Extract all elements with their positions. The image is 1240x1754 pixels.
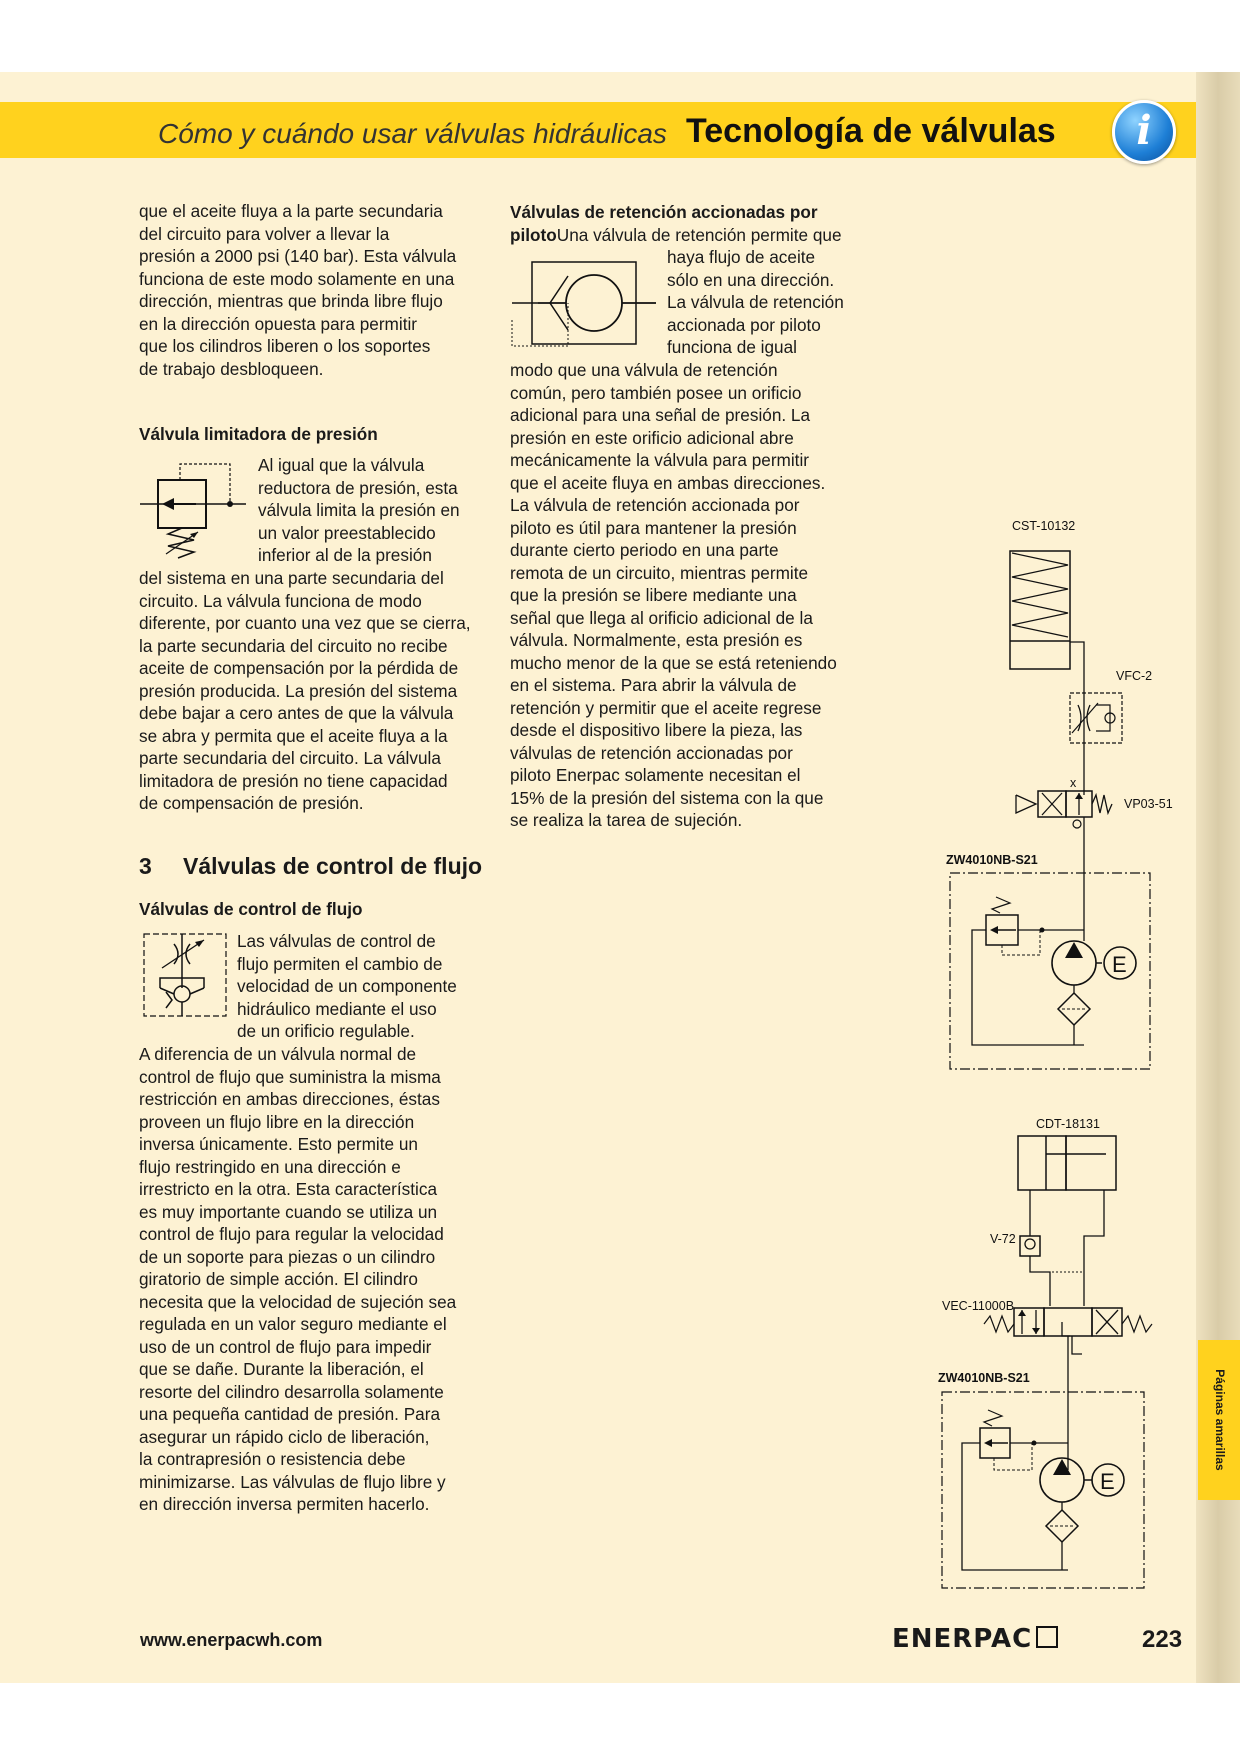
flow-valve-label-1: VFC-2 (1116, 669, 1153, 683)
section-title: Válvulas de control de flujo (183, 853, 483, 879)
pilot-check-heading-line2: pilotoUna válvula de retención permite que (510, 225, 842, 245)
brand-logo: ENERPAC (892, 1624, 1058, 1654)
col1-intro: que el aceite fluya a la parte secundaria del circuito para volver a llevar la presión a 2000 psi (140 bar). Esta válvula funciona de este modo solamente en una dirección, mientras que brinda libre flujo en la dirección opuesta para permitir que los cilindros liberen o los soportes de trabajo desbloqueen. (139, 201, 457, 379)
hydraulic-circuit-1 (940, 515, 1180, 1075)
page-number: 223 (1142, 1626, 1183, 1653)
hydraulic-circuit-2 (934, 1110, 1174, 1595)
pilot-check-wrap-text: haya flujo de aceite sólo en una dirección. La válvula de retención accionada por piloto funciona de igual (667, 247, 844, 357)
cylinder-label-1: CST-10132 (1012, 519, 1076, 533)
flow-control-wrap-text: Las válvulas de control de flujo permiten el cambio de velocidad de un componente hidráulico mediante el uso de un orificio regulable. (237, 931, 457, 1041)
pressure-limiting-valve-icon (138, 458, 250, 562)
limit-valve-heading: Válvula limitadora de presión (139, 424, 378, 444)
pump-label-2: ZW4010NB-S21 (938, 1371, 1030, 1385)
dir-valve-label-1: VP03-51 (1124, 797, 1173, 811)
limit-valve-text: del sistema en una parte secundaria del circuito. La válvula funciona de modo diferente, por cuanto una vez que se cierra, la parte secundaria del circuito no recibe aceite de compensación por la pérdida de presión producida. La presión del sistema debe bajar a cero antes de que la válvula se abra y permita que el aceite fluya a la parte secundaria del circuito. La válvula limitadora de presión no tiene capacidad de compensación de presión. (139, 568, 471, 813)
check-valve-label-2: V-72 (990, 1232, 1016, 1246)
flow-control-text: A diferencia de un válvula normal de control de flujo que suministra la misma restricción en ambas direcciones, éstas proveen un flujo libre en la dirección inversa únicamente. Esto permite un flujo restringido en una dirección e irrestricto en la otra. Esta característica es muy importante cuando se utiliza un control de flujo para regular la velocidad de un soporte para piezas o un cilindro giratorio de simple acción. El cilindro necesita que la velocidad de sujeción sea regulada en un valor seguro mediante el uso de un control de flujo para impedir que se dañe. Durante la liberación, el resorte del cilindro desarrolla solamente una pequeña cantidad de presión. Para asegurar un rápido ciclo de liberación, la contrapresión o resistencia debe minimizarse. Las válvulas de flujo libre y en dirección inversa permiten hacerlo. (139, 1044, 457, 1514)
flow-control-valve-icon (140, 930, 232, 1020)
motor-label-2: E (1100, 1469, 1115, 1494)
dir-valve-label-2: VEC-11000B (942, 1299, 1015, 1313)
pump-label-1: ZW4010NB-S21 (946, 853, 1038, 867)
limit-valve-wrap-text: Al igual que la válvula reductora de presión, esta válvula limita la presión en un valor preestablecido inferior al de la presión (258, 455, 460, 565)
footer-url[interactable]: www.enerpacwh.com (140, 1630, 323, 1650)
header-subtitle: Cómo y cuándo usar válvulas hidráulicas (158, 118, 667, 149)
pilot-check-text: modo que una válvula de retención común, pero también posee un orificio adicional para una señal de presión. La presión en este orificio adicional abre mecánicamente la válvula para permitir que el aceite fluya en ambas direcciones. La válvula de retención accionada por piloto es útil para mantener la presión durante cierto periodo en una parte remota de un circuito, mientras permite que la presión se libere mediante una señal que llega al orificio adicional de la válvula. Normalmente, esta presión es mucho menor de la que se está reteniendo en el sistema. Para abrir la válvula de retención y permitir que el aceite regrese desde el dispositivo libere la pieza, las válvulas de retención accionadas por piloto Enerpac solamente necesitan el 15% de la presión del sistema con la que se realiza la tarea de sujeción. (510, 360, 837, 830)
pilot-check-valve-icon (508, 258, 658, 348)
header-title: Tecnología de válvulas (686, 112, 1056, 150)
motor-label-1: E (1112, 952, 1127, 977)
cylinder-label-2: CDT-18131 (1036, 1117, 1100, 1131)
info-icon: i (1112, 100, 1176, 164)
side-tab-label: Páginas amarillas (1213, 1369, 1227, 1471)
x-mark: x (1070, 776, 1077, 790)
pilot-check-heading: Válvulas de retención accionadas por (510, 202, 818, 222)
flow-control-heading: Válvulas de control de flujo (139, 899, 363, 919)
section-number: 3 (139, 853, 152, 879)
